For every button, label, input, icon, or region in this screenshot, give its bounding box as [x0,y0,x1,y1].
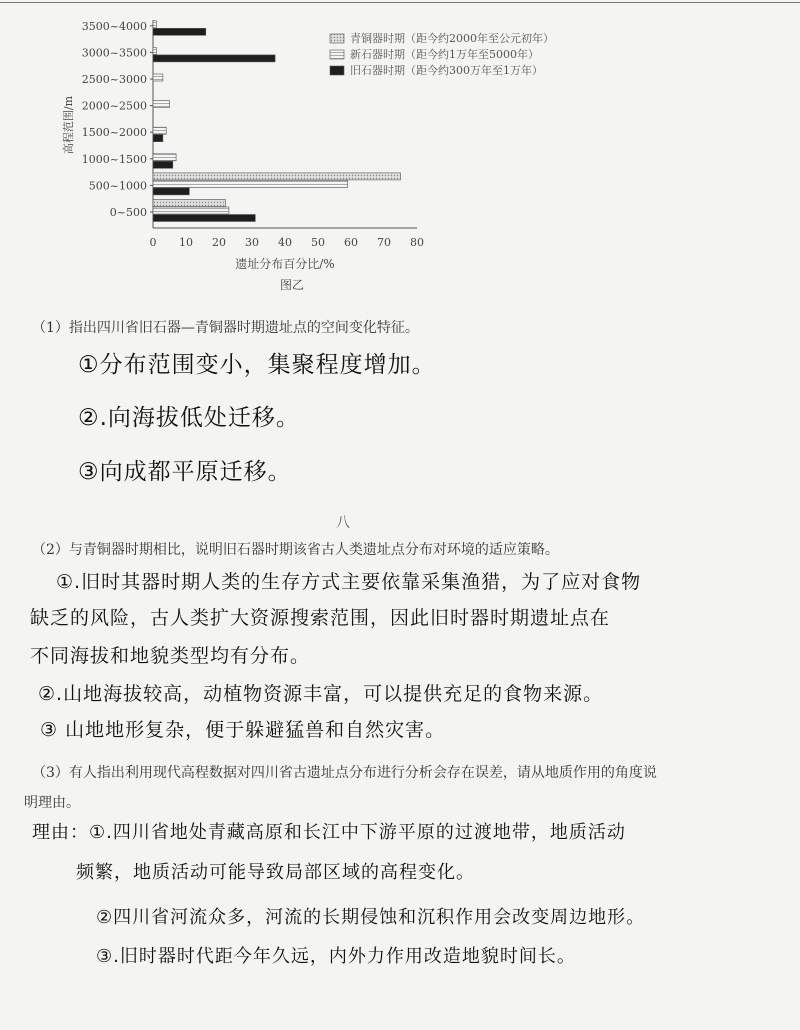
answer-3-line-1: 理由：①.四川省地处青藏高原和长江中下游平原的过渡地带，地质活动 [32,822,626,843]
legend-label: 新石器时期（距今约1万年至5000年） [350,48,539,61]
bar [153,188,189,195]
y-tick-label: 3500~4000 [81,19,147,33]
margin-mark: 八 [336,515,350,531]
answer-2-line-3: 不同海拔和地貌类型均有分布。 [30,645,311,667]
bar [153,180,348,187]
bar [153,101,170,108]
bar [153,135,163,142]
x-tick-label: 30 [245,236,259,249]
bar [153,55,275,62]
y-tick-label: 2000~2500 [81,99,147,113]
answer-2-line-4: ②.山地海拔较高，动植物资源丰富，可以提供充足的食物来源。 [38,683,604,705]
legend-swatch [330,66,344,75]
y-tick-label: 1500~2000 [81,126,147,140]
x-tick-label: 40 [278,236,292,249]
y-tick-label: 0~500 [109,206,147,219]
question-3-line-1: （3）有人指出利用现代高程数据对四川省古遗址点分布进行分析会存在误差，请从地质作用的角度说 [32,765,657,781]
legend-label: 青铜器时期（距今约2000年至公元初年） [350,32,554,45]
answer-3-line-2: 频繁，地质活动可能导致局部区域的高程变化。 [76,862,475,883]
y-tick-label: 500~1000 [88,179,147,193]
bar [153,28,206,35]
y-tick-label: 1000~1500 [81,152,147,166]
answer-2-line-1: ①.旧时其器时期人类的生存方式主要依靠采集渔猎，为了应对食物 [56,571,642,593]
x-axis-label: 遗址分布百分比/% [235,257,335,271]
bar [153,74,163,81]
question-2: （2）与青铜器时期相比，说明旧石器时期该省古人类遗址点分布对环境的适应策略。 [32,542,559,558]
legend-swatch [330,50,344,59]
x-tick-label: 70 [377,236,391,249]
x-tick-label: 0 [149,236,157,249]
answer-1-line-1: ①分布范围变小，集聚程度增加。 [78,352,436,378]
bar [153,173,401,180]
x-tick-label: 10 [179,236,193,249]
bar [153,154,176,161]
answer-1-line-2: ②.向海拔低处迁移。 [78,405,300,431]
bar [153,127,166,134]
bar [153,207,229,214]
bar [153,215,255,222]
y-tick-label: 2500~3000 [81,73,147,86]
elevation-bar-chart [0,0,800,300]
answer-1-line-3: ③向成都平原迁移。 [78,459,292,485]
x-tick-label: 60 [344,236,358,249]
x-tick-label: 80 [410,236,424,249]
x-tick-label: 50 [311,236,325,249]
legend-label: 旧石器时期（距今约300万年至1万年） [350,64,543,77]
bar [153,21,156,28]
bar [153,200,226,207]
y-tick-label: 3000~3500 [81,46,147,60]
bar [153,161,173,168]
y-axis-label: 高程范围/m [62,95,75,155]
x-tick-label: 20 [212,236,226,249]
figure-caption: 图乙 [279,278,305,292]
bar [153,47,156,54]
answer-3-line-4: ③.旧时器时代距今年久远，内外力作用改造地貌时间长。 [96,946,576,967]
answer-2-line-5: ③ 山地地形复杂，便于躲避猛兽和自然灾害。 [40,719,446,741]
question-1: （1）指出四川省旧石器—青铜器时期遗址点的空间变化特征。 [32,320,419,336]
legend-swatch [330,34,344,43]
answer-3-line-3: ②四川省河流众多，河流的长期侵蚀和沉积作用会改变周边地形。 [96,907,646,928]
question-3-line-2: 明理由。 [24,795,80,811]
answer-2-line-2: 缺乏的风险，古人类扩大资源搜索范围，因此旧时器时期遗址点在 [30,607,611,629]
